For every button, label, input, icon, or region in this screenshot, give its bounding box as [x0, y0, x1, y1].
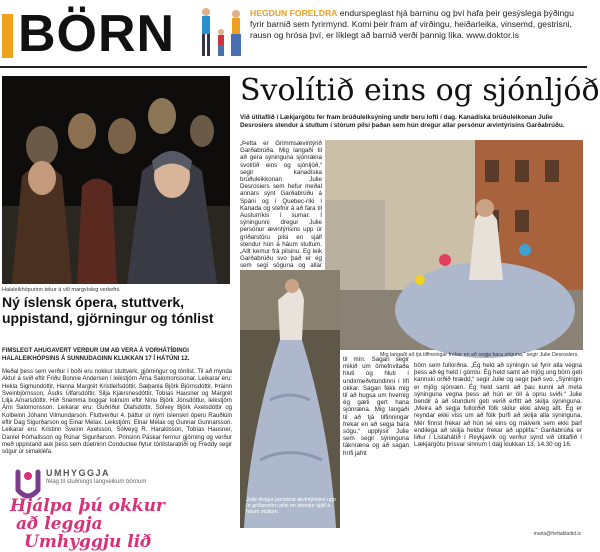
ad-org-name: UMHYGGJA [46, 468, 111, 478]
right-lead: Við útitaflið í Lækjargötu fer fram brúðuleiksýning undir beru lofti í dag. Kanadíska brúðuleikonan Julie Desrosiers stendur á stultum í stórum pilsi þaðan sem hún dregur allar persónur ævintýrisins Garðabrúðu. [240, 114, 565, 129]
stilt-photo-caption: Julie dregur persónur ævintýrisins upp úr gríðarstóru pilsi en stendur sjálf á háum stultum. [246, 497, 336, 515]
stilt-dress-photo [240, 270, 340, 528]
right-photo-caption: Mig langaði að tjá tilfinningar frekar en að segja bara söguna,“ segir Julie Desrosiers. [380, 352, 579, 358]
left-headline: Ný íslensk ópera, stuttverk, uppistand, gjörningur og tónlist [2, 294, 214, 326]
ad-subline: félag til stuðnings langveikum börnum [46, 479, 147, 485]
left-photo-caption: Halaleikhópurinn tekur á við margvísleg verkefni. [2, 287, 121, 293]
umhyggja-ad[interactable] [2, 458, 232, 552]
street-puppet-photo [325, 140, 583, 350]
left-kicker: FIMSLEGT AHUGAVERT VERÐUR UM AÐ VERA Á VORHÁTÍÐINGI HALALEIKHÓPSINS Á SUNNUDAGINN KLUKKAN 17 Í HÁTÚNI 12. [2, 348, 190, 362]
masthead-rule [0, 66, 587, 68]
right-headline: Svolítið eins og sjónljóð [240, 73, 600, 108]
masthead-accent-bar [2, 14, 13, 58]
masthead-title: BÖRN [18, 5, 176, 63]
right-column-1: „Þetta er Grimmsævintýrið Garðabrúða. Mig langaði til að gera sýninguna sjónræna svolítið eins og sjónljóð,“ segir kanadíska brúðuleikkonan Julie Desrosiers sem hefur meðal annars sýnt Garðabrúðu á Spáni og í Quebec-ríki í Kanada og stefnir á að fara til Austurríkis í sumar. Í sýningunni dregur Julie persónur ævintýrisins upp úr gríðarstóru pilsi en sjálf stendur hún á háum stultum. „Allt kemur frá pilsinu. Eg leik Garðabrúðu svo það er ég sem segi söguna og allar [240, 140, 322, 270]
opera-stage-photo [2, 76, 230, 284]
tagline-highlight: HEGDUN FORELDRA [250, 8, 338, 18]
left-body: Meðal þess sem verður í boði eru nokkur stuttverk, gjörningur og tónlist. Til að mynda Aktu! á svið eftir Friðu Bonnie Andersen í leikstjórn Árna Salomonssonar. Leikarar eru: Hekla Sigmundóttir, Hanna Margrét Kristleifsdóttir, Sæþanla Björk Björnsdóttir, Þráinn Sveinbjörnsson, Ásdís Úlfarsdóttir, Silja Kjærsnesdóttir, Tobías Hausner og Margrét Lilja Arnarsdóttir. Hið Snemma boggar Ioknum eftir Nínu Björk Jónsdóttur, leikstjórn Árni Salomonsson. Leikarar eru: Guðríður Ólafsdóttir, Sólvey Björk Axelsdóttir og Kolbeinn Jóhann Vilmundarson. Fluttverður 4. þáttur úr nýrri íslenskri óperu Rauðlúin eftir Dag Sigurðarson og Einar Melax. Leikstjórn: Einar Melax og Gunnar Gunnarsson. Leikarar eru: Kristinn Sveinn Axelsson, Sólveyg R. Haraldsson, Tobías Hausner, Daníel Þórhallsson og Rúnar Sigurðarson. Prinsinn Páskar ferrnur gjörning og verður með uppistand auk þess sem dúetninn Conductee flytur tónlistaratriði og Freddy segir sögur úr simakléfa. [2, 369, 232, 456]
ad-slogan-line3: Umhyggju lið [24, 532, 152, 552]
masthead-tagline [250, 8, 582, 41]
right-column-2: til mín. Sagan segir mikið um ömefnvitaða hluti og hluti í undirmeðvitundinni í lífi okkar. Sagan fékk mig til að hugsa um hvernig ég gæti gert hana sjónræna. Mig langaði til að tjá tilfinningar frekar en að segja bara sögu,“ upplýsir Julie sem segir sýninguna táknræna og að sagan hrífi jafnt [343, 356, 409, 457]
ad-slogan-line2: að leggja [16, 514, 103, 534]
family-illustration [196, 4, 250, 64]
tagline-text: endurspeglast hjá barninu og því hafa þeir gesýslega þýðingu fyrir barnið sem fyrirmynd. Komi þeir fram af virðingu, heiðarleika, vinsemd, gestrisni, rausn og hrósa því, er líklegt að barnið verði þannig líka. www.doktor.is [250, 8, 574, 40]
right-column-3: börn sem fullorðna. „Ég held að sýningin sé fyrir alla vegna þess að ég held í gömlu. Ég held samt að mjög ung börn geti kannski orðið hrædd,“ segir Julie og segir það svo. „Sýningin er mjög sjónræn. Ég held samt að þau kunni að meta sýninguna vegna þess að hún er öll á opnu sviði.“ Julie bendir á að stundum geti verið erfitt að skilja sýninguna. „Meira að segja fullorðið fólk skilur ekki alveg allt. Ég er reyndar ekki viss um að fólk þurfi að skilja alla sýninguna. Mér finnst frekar að hún sé eins og málverk sem ekki þarf endilega að skilja heldur frekar að upplifa.“ Garðabrúða er liður í Listahátíð í Reykjavík og verður sýnd við útitaflið í Lækjargötu þrisvar sinnum í dag klukkan 13, 14.30 og 16. [414, 362, 582, 449]
ad-slogan-line1: Hjálpa þú okkur [10, 496, 165, 516]
author-credit: maria@frettabladid.is [533, 531, 581, 537]
